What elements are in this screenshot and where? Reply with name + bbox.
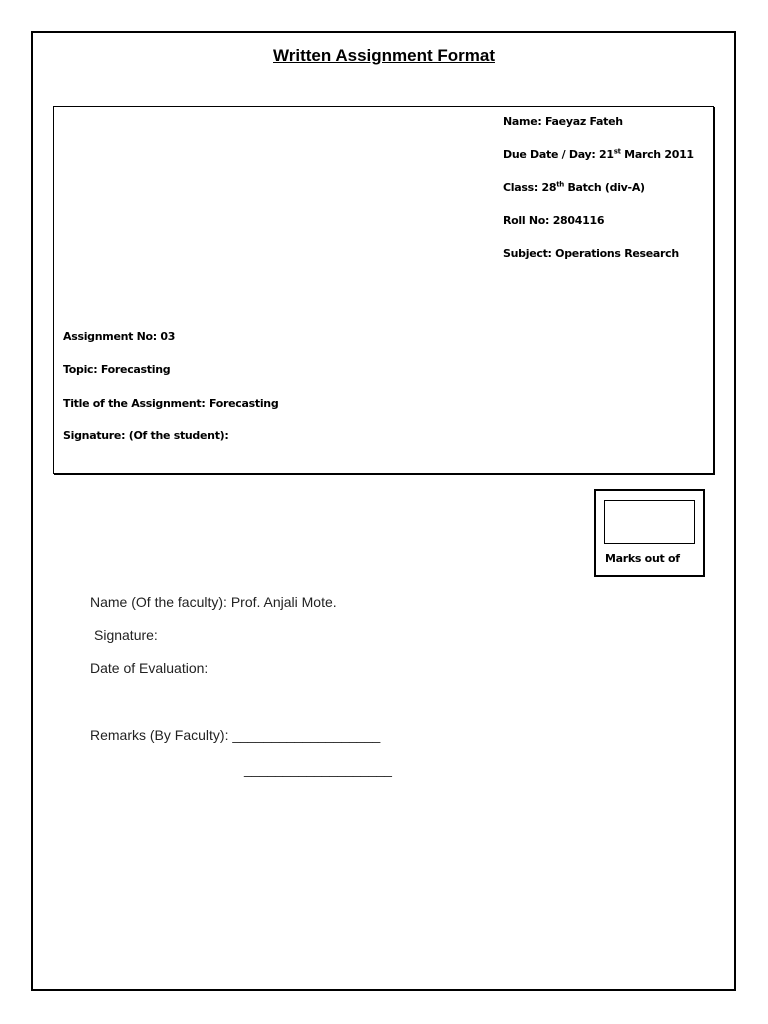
student-signature: Signature: (Of the student): [63,429,229,442]
faculty-remarks: Remarks (By Faculty): ___________________ [90,727,381,743]
due-date [503,148,694,161]
faculty-signature: Signature: [94,627,158,643]
class-suffix: Batch (div-A) [563,181,645,194]
due-date-sup: st [613,147,621,156]
student-class [503,181,645,194]
class-prefix: Class: 28 [503,181,557,194]
marks-label: Marks out of [605,552,680,565]
faculty-remarks-line: ___________________ [244,761,392,777]
student-details-box [53,106,714,474]
assignment-number: Assignment No: 03 [63,330,176,343]
date-of-evaluation: Date of Evaluation: [90,660,209,676]
due-date-prefix: Due Date / Day: 21 [503,148,614,161]
document-title: Written Assignment Format [273,46,495,65]
faculty-name: Name (Of the faculty): Prof. Anjali Mote. [90,594,337,610]
class-sup: th [556,180,564,189]
subject: Subject: Operations Research [503,247,679,260]
marks-box [594,489,705,577]
due-date-suffix: March 2011 [620,148,694,161]
roll-number: Roll No: 2804116 [503,214,605,227]
student-name: Name: Faeyaz Fateh [503,115,623,128]
topic: Topic: Forecasting [63,363,171,376]
assignment-title: Title of the Assignment: Forecasting [63,397,279,410]
marks-entry-field [604,500,695,544]
